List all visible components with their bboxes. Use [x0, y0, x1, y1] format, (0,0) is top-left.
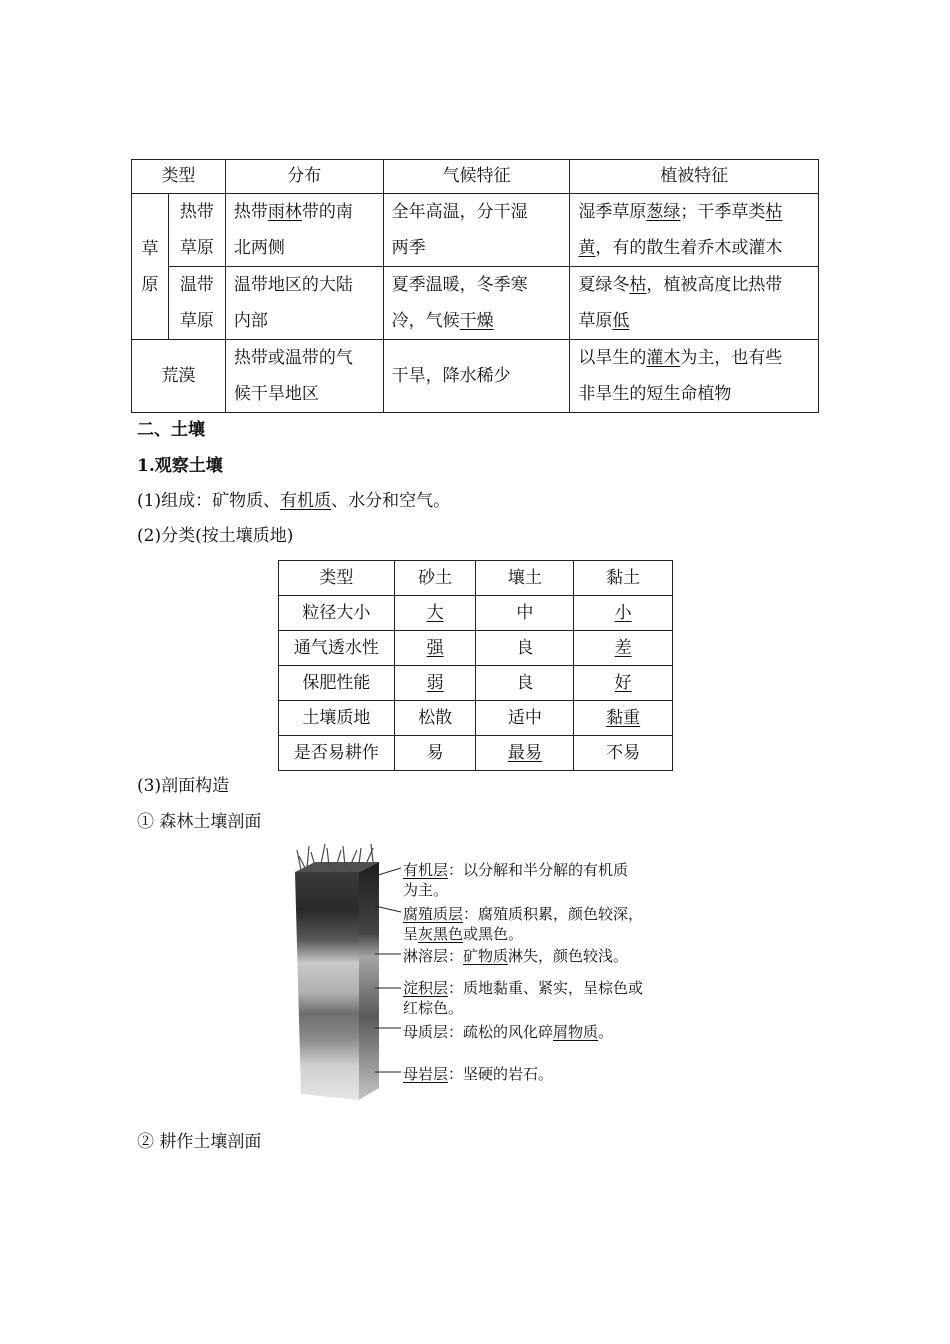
type-cell: 荒漠 [132, 340, 226, 413]
table-row [132, 267, 819, 340]
header-cell: 类型 [132, 160, 226, 194]
table-row [279, 666, 673, 701]
table-row [279, 596, 673, 631]
table-cell: 好 [574, 666, 673, 701]
biome-table [131, 159, 819, 413]
row-label: 通气透水性 [279, 631, 395, 666]
header-cell: 黏土 [574, 561, 673, 596]
vegetation-cell: 湿季草原葱绿；干季草类枯 黄，有的散生着乔木或灌木 [570, 194, 819, 267]
grassland-label: 草 原 [141, 238, 159, 295]
climate-cell: 夏季温暖，冬季寒 冷，气候干燥 [383, 267, 570, 340]
table-cell: 差 [574, 631, 673, 666]
soil-column-side [359, 862, 379, 1100]
table-row [279, 631, 673, 666]
table-cell: 小 [574, 596, 673, 631]
composition-line: (1)组成：矿物质、有机质、水分和空气。 [137, 491, 451, 511]
header-cell: 植被特征 [570, 160, 819, 194]
table-cell: 黏重 [574, 701, 673, 736]
table-cell: 不易 [574, 736, 673, 771]
table-cell: 弱 [394, 666, 476, 701]
header-cell: 壤土 [476, 561, 574, 596]
profile-title: (3)剖面构造 [137, 776, 230, 796]
row-label: 粒径大小 [279, 596, 395, 631]
eluvial-layer-label: 淋溶层：矿物质淋失，颜色较浅。 [403, 947, 629, 965]
climate-cell: 全年高温，分干湿 两季 [383, 194, 570, 267]
table-cell: 易 [394, 736, 476, 771]
table-header-row [279, 561, 673, 596]
table-cell: 最易 [476, 736, 574, 771]
soil-column-front [295, 872, 359, 1100]
table-cell: 松散 [394, 701, 476, 736]
humus-layer-label: 腐殖质层：腐殖质积累，颜色较深， 呈灰黑色或黑色。 [403, 905, 644, 943]
row-label: 土壤质地 [279, 701, 395, 736]
type-cell: 温带 草原 [168, 267, 225, 340]
distribution-cell: 温带地区的大陆 内部 [225, 267, 383, 340]
climate-cell: 干旱，降水稀少 [383, 340, 570, 413]
forest-soil-profile-figure [287, 842, 667, 1112]
table-cell: 中 [476, 596, 574, 631]
table-row [132, 340, 819, 413]
row-label: 保肥性能 [279, 666, 395, 701]
vegetation-cell: 夏绿冬枯，植被高度比热带 草原低 [570, 267, 819, 340]
header-cell: 类型 [279, 561, 395, 596]
header-cell: 砂土 [394, 561, 476, 596]
forest-profile-title: ① 森林土壤剖面 [137, 812, 262, 832]
table-cell: 良 [476, 631, 574, 666]
header-cell: 分布 [225, 160, 383, 194]
soil-texture-table [278, 560, 673, 771]
type-cell: 热带 草原 [168, 194, 225, 267]
classification-title: (2)分类(按土壤质地) [137, 526, 294, 546]
illuvial-layer-label: 淀积层：质地黏重、紧实，呈棕色或 红棕色。 [403, 979, 644, 1017]
table-cell: 大 [394, 596, 476, 631]
row-label: 是否易耕作 [279, 736, 395, 771]
subsection-title: 1.观察土壤 [137, 456, 223, 476]
table-row [132, 194, 819, 267]
table-cell: 适中 [476, 701, 574, 736]
distribution-cell: 热带或温带的气 候干旱地区 [225, 340, 383, 413]
table-header-row [132, 160, 819, 194]
grassland-label-cell [132, 194, 169, 340]
vegetation-cell: 以旱生的灌木为主，也有些 非旱生的短生命植物 [570, 340, 819, 413]
table-cell: 良 [476, 666, 574, 701]
table-row [279, 736, 673, 771]
distribution-cell: 热带雨林带的南 北两侧 [225, 194, 383, 267]
table-cell: 强 [394, 631, 476, 666]
table-row [279, 701, 673, 736]
parent-material-layer-label: 母质层：疏松的风化碎屑物质。 [403, 1023, 614, 1041]
section-title: 二、土壤 [137, 420, 205, 440]
bedrock-layer-label: 母岩层：坚硬的岩石。 [403, 1065, 554, 1083]
farm-profile-title: ② 耕作土壤剖面 [137, 1132, 262, 1152]
organic-layer-label: 有机层：以分解和半分解的有机质 为主。 [403, 861, 629, 899]
header-cell: 气候特征 [383, 160, 570, 194]
